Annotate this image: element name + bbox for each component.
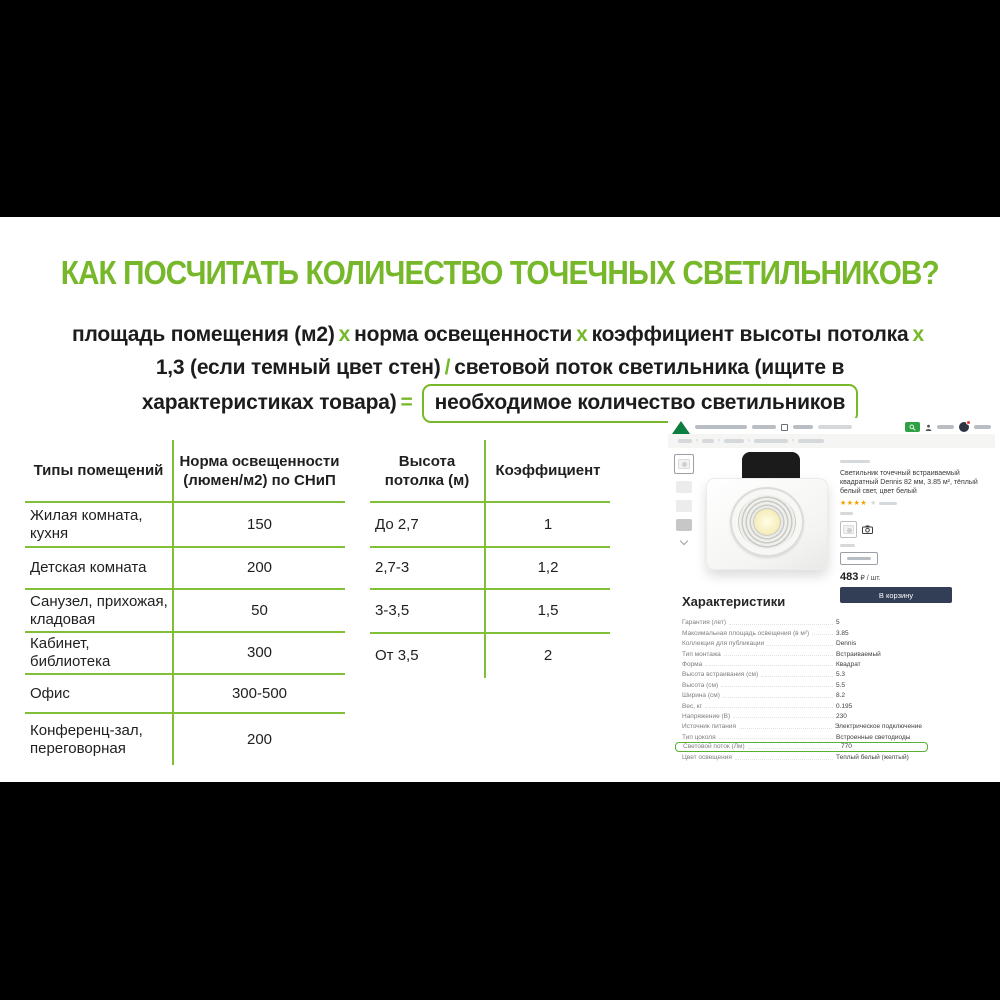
dotted-leader	[761, 676, 833, 677]
spec-row	[682, 669, 922, 679]
rating[interactable]	[840, 499, 990, 507]
table-cell: 1,5	[485, 589, 610, 633]
spec-row	[682, 752, 922, 762]
spec-row	[682, 731, 922, 741]
spec-value: 230	[836, 712, 847, 720]
spec-label: Высота (см)	[682, 681, 719, 689]
spec-value: Встраиваемый	[836, 650, 881, 658]
spec-value: Теплый белый (желтый)	[836, 754, 909, 762]
table-cell: Офис	[25, 674, 173, 713]
star-empty-icon: ★	[870, 500, 877, 507]
spec-label: Ширина (см)	[682, 692, 720, 700]
dotted-leader	[812, 634, 833, 635]
breadcrumb-item[interactable]	[678, 439, 692, 443]
table-row	[370, 633, 610, 678]
catalog-icon[interactable]	[781, 424, 788, 431]
chevron-down-icon[interactable]	[680, 537, 688, 545]
table-cell: 150	[173, 502, 345, 547]
swatch-image	[843, 525, 854, 534]
spec-row	[682, 659, 922, 669]
shop-page-screenshot	[668, 418, 995, 770]
spec-value: Квадрат	[836, 660, 861, 668]
spec-label: Вес, кг	[682, 702, 703, 710]
table-cell: 3-3,5	[370, 589, 485, 633]
dotted-leader	[748, 748, 838, 749]
spec-value: Электрическое подключение	[834, 723, 922, 731]
breadcrumb-item[interactable]	[754, 439, 788, 443]
spec-label: Форма	[682, 660, 703, 668]
size-label	[840, 544, 855, 547]
search-icon	[909, 424, 916, 431]
breadcrumb-item	[798, 439, 824, 443]
spec-row	[682, 679, 922, 689]
dotted-leader	[729, 624, 833, 625]
table-row	[25, 674, 345, 713]
formula-result-box: необходимое количество светильников	[422, 384, 859, 423]
formula-operator: /	[444, 356, 451, 379]
formula-line-2	[10, 351, 990, 384]
spec-value: 5.3	[836, 671, 846, 679]
table-cell: 50	[173, 589, 345, 632]
stores-link[interactable]	[752, 425, 776, 429]
table-cell: 200	[246, 730, 273, 748]
size-chip-label	[847, 557, 871, 560]
stars-filled-icon: ★★★★	[840, 500, 868, 507]
table-cell: Кабинет, библиотека	[25, 632, 173, 674]
spec-value: 5	[836, 619, 840, 627]
thumbnail[interactable]	[676, 481, 692, 493]
breadcrumb-item[interactable]	[724, 439, 744, 443]
dotted-leader	[735, 759, 833, 760]
profile-icon[interactable]	[925, 424, 932, 431]
table-row	[25, 632, 345, 674]
spec-row-highlighted	[675, 742, 928, 752]
formula-operator: х	[338, 323, 351, 346]
color-options	[840, 521, 990, 538]
column-header-coefficient: Коэффициент	[485, 440, 610, 502]
formula-term: характеристиках товара)	[141, 391, 397, 414]
formula-term: 1,3 (если темный цвет стен)	[155, 356, 441, 379]
shop-header	[672, 420, 991, 434]
profile-link[interactable]	[937, 425, 954, 429]
page-title-text: КАК ПОСЧИТАТЬ КОЛИЧЕСТВО ТОЧЕЧНЫХ СВЕТИЛЬНИКОВ?	[61, 254, 939, 291]
product-image	[700, 452, 834, 570]
formula-term: норма освещенности	[354, 323, 573, 346]
column-header-room-types: Типы помещений	[25, 440, 173, 502]
table-cell: 1,2	[485, 547, 610, 589]
add-to-cart-button[interactable]: В корзину	[840, 587, 952, 603]
spec-value: Встроенные светодиоды	[836, 733, 911, 741]
article-code	[840, 460, 870, 463]
table-row	[370, 502, 610, 547]
specs-list	[682, 617, 922, 762]
formula-term: площадь помещения (м2)	[72, 323, 335, 346]
spec-label: Максимальная площадь освещения (в м²)	[682, 629, 810, 637]
thumbnail[interactable]	[676, 500, 692, 512]
formula-text	[10, 318, 990, 423]
formula-term: световой поток светильника (ищите в	[454, 356, 845, 379]
thumbnail-rail	[673, 454, 695, 544]
spec-label: Высота встраивания (см)	[682, 671, 759, 679]
spec-label: Тип цоколя	[682, 733, 716, 741]
search-button[interactable]	[905, 422, 920, 432]
dotted-leader	[724, 655, 833, 656]
table-cell: До 2,7	[370, 502, 485, 547]
breadcrumb-item[interactable]	[702, 439, 714, 443]
column-header-ceiling-height: Высота потолка (м)	[370, 440, 485, 502]
camera-icon[interactable]	[862, 525, 873, 534]
cart-avatar-icon[interactable]	[959, 422, 969, 432]
formula-operator: х	[912, 323, 924, 346]
reviews-count[interactable]	[879, 502, 897, 505]
spotlight-trim-ring	[730, 487, 804, 557]
rooms-illumination-table	[25, 440, 345, 765]
spec-row	[682, 638, 922, 648]
price-unit: ₽ / шт.	[860, 575, 881, 582]
spec-label: Тип монтажа	[682, 650, 721, 658]
spec-label: Коллекция для публикации	[682, 640, 765, 648]
region-selector[interactable]	[695, 425, 747, 429]
spec-value: 5.5	[836, 681, 846, 689]
table-row	[25, 713, 345, 765]
spec-value: 770	[841, 743, 852, 751]
product-title: Светильник точечный встраиваемый квадратный Dennis 82 мм, 3.85 м², тёплый белый свет, цвет белый	[840, 470, 978, 495]
formula-operator: =	[400, 391, 413, 414]
size-chip[interactable]	[840, 552, 878, 565]
cart-badge	[966, 420, 971, 425]
thumbnail-video[interactable]	[676, 519, 692, 531]
dotted-leader	[767, 645, 833, 646]
spotlight-faceplate	[706, 478, 828, 570]
specs-heading: Характеристики	[682, 594, 786, 609]
color-swatch[interactable]	[840, 521, 857, 538]
table-cell: От 3,5	[370, 633, 485, 678]
table-cell: 300-500	[173, 674, 345, 713]
spec-label: Световой поток (Лм)	[683, 743, 745, 751]
dotted-leader	[739, 728, 832, 729]
table-row	[25, 547, 345, 589]
column-header-illumination-norm: Норма освещенности (люмен/м2) по СНиП	[173, 440, 345, 502]
product-info-panel	[840, 458, 990, 603]
table-cell: Санузел, прихожая, кладовая	[25, 589, 173, 632]
spotlight-reflector	[738, 495, 796, 549]
thumbnail-image	[678, 459, 690, 469]
table-cell: 300	[173, 632, 345, 674]
spec-label: Источник питания	[682, 723, 736, 731]
spec-label: Напряжение (В)	[682, 712, 731, 720]
spec-label: Гарантия (лет)	[682, 619, 727, 627]
spotlight-led	[754, 509, 780, 535]
table-row	[25, 589, 345, 632]
price	[840, 571, 990, 583]
table-cell: 200	[173, 547, 345, 589]
spec-row	[682, 700, 922, 710]
dotted-leader	[733, 717, 833, 718]
spec-row	[682, 627, 922, 637]
formula-term: коэффициент высоты потолка	[591, 323, 909, 346]
spec-row	[682, 648, 922, 658]
table-row	[370, 547, 610, 589]
spec-value: Dennis	[836, 640, 857, 648]
spec-row	[682, 721, 922, 731]
price-value: 483	[840, 571, 859, 583]
breadcrumb: › › › ›	[668, 434, 995, 448]
ceiling-coefficient-table	[370, 440, 610, 678]
spec-value: 8.2	[836, 692, 846, 700]
spec-value: 0.195	[836, 702, 853, 710]
catalog-link[interactable]	[793, 425, 813, 429]
formula-operator: х	[576, 323, 588, 346]
spec-row	[682, 711, 922, 721]
color-label	[840, 512, 853, 515]
thumbnail-selected[interactable]	[674, 454, 694, 474]
spec-value: 3.85	[836, 629, 849, 637]
table-cell: 2,7-3	[370, 547, 485, 589]
dotted-leader	[721, 686, 833, 687]
dotted-leader	[719, 738, 833, 739]
search-input[interactable]	[818, 425, 852, 429]
table-cell: Конференц-зал, переговорная	[25, 713, 173, 765]
spec-label: Цвет освещения	[682, 754, 732, 762]
shop-logo-icon[interactable]	[672, 421, 690, 434]
table-cell: 2	[543, 647, 553, 664]
table-cell: Детская комната	[25, 547, 173, 589]
page-title	[0, 254, 1000, 292]
spec-row	[682, 617, 922, 627]
table-row	[25, 502, 345, 547]
table-row	[370, 589, 610, 633]
dotted-leader	[705, 707, 833, 708]
dotted-leader	[723, 697, 833, 698]
formula-line-1	[10, 318, 990, 351]
table-cell: Жилая комната, кухня	[25, 502, 173, 547]
table-cell: 1	[485, 502, 610, 547]
dotted-leader	[705, 665, 833, 666]
cart-link[interactable]	[974, 425, 991, 429]
spec-row	[682, 690, 922, 700]
